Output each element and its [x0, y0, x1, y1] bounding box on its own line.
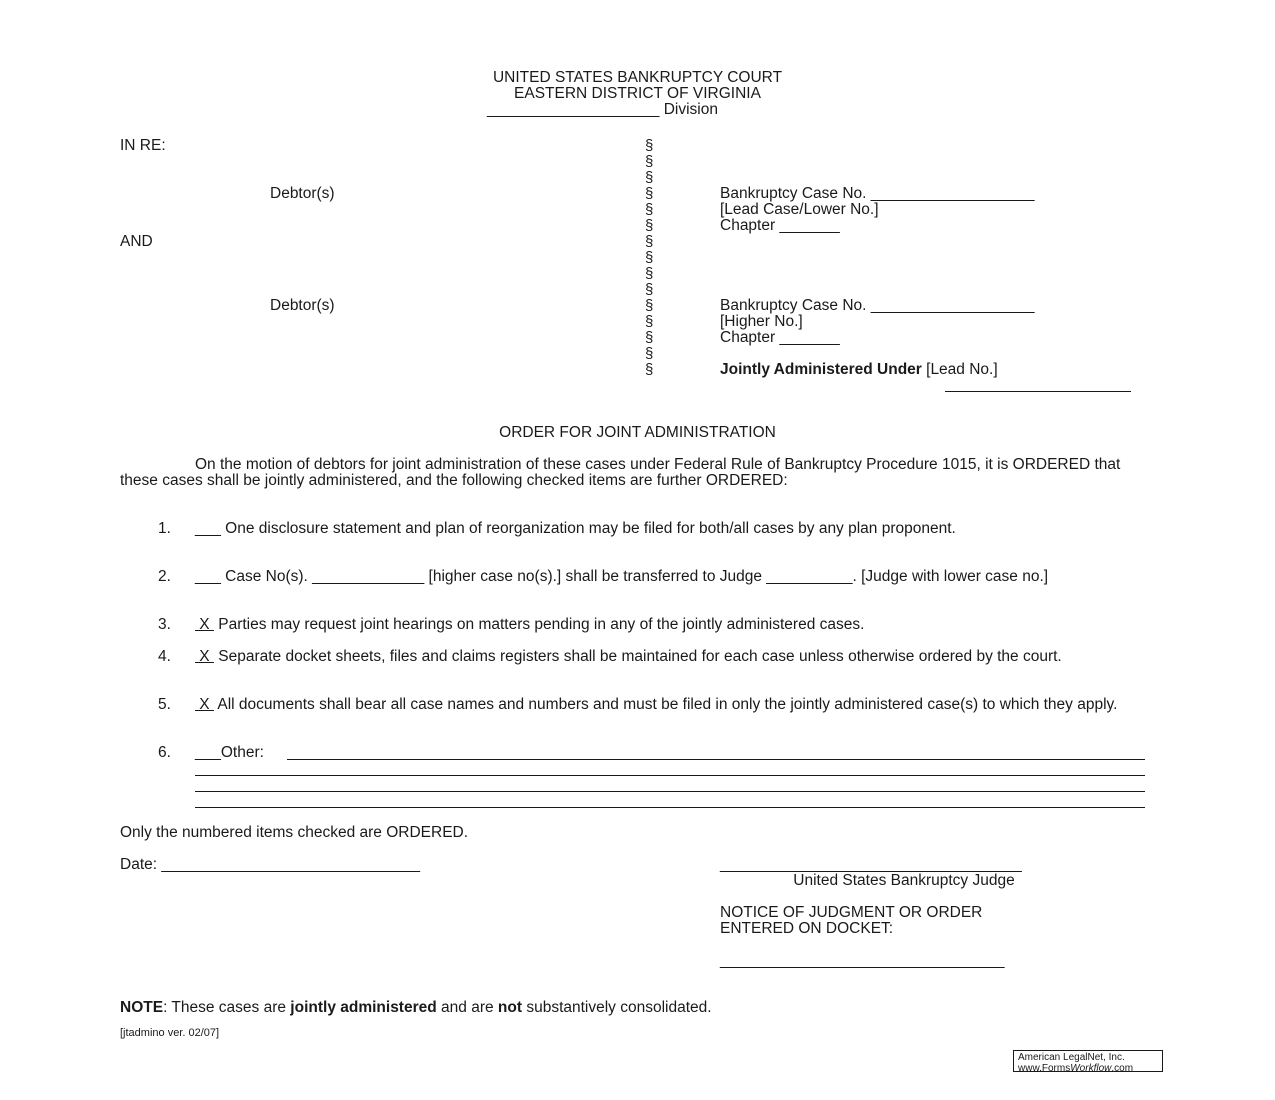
url-part: www.Forms [1018, 1063, 1071, 1074]
item-checkbox-checked: X [195, 696, 214, 713]
item-text [195, 697, 1155, 713]
item-description: Separate docket sheets, files and claims registers shall be maintained for each case unless otherwise ordered by the court. [213, 648, 1062, 665]
case2-chapter-field: Chapter _______ [720, 329, 840, 346]
item-text [195, 649, 1155, 665]
other-blank-line [195, 791, 1145, 792]
item-description: Case No(s). _____________ [higher case no(s).] shall be transferred to Judge __________. [Judge with lower case no.] [220, 568, 1049, 585]
section-symbol: § [645, 329, 654, 346]
section-symbol: § [645, 281, 654, 298]
section-symbol: § [645, 265, 654, 282]
item-description: Parties may request joint hearings on matters pending in any of the jointly administered cases. [213, 616, 865, 633]
item-checkbox-checked: X [195, 616, 214, 633]
case2-note: [Higher No.] [720, 313, 803, 330]
case2-number-field: Bankruptcy Case No. ___________________ [720, 297, 1035, 314]
debtor-label-2: Debtor(s) [270, 297, 335, 314]
lead-no-note: [Lead No.] [921, 361, 998, 378]
jointly-administered-bold: Jointly Administered Under [720, 361, 922, 378]
notice-line-2: ENTERED ON DOCKET: [720, 920, 894, 937]
case1-chapter-field: Chapter _______ [720, 217, 840, 234]
jointly-administered-line [720, 362, 998, 378]
section-symbol: § [645, 201, 654, 218]
publisher-badge [1013, 1050, 1163, 1072]
in-re-label: IN RE: [120, 137, 166, 154]
item-number: 1. [158, 520, 171, 537]
publisher-url [1018, 1063, 1162, 1074]
item-description: One disclosure statement and plan of reorganization may be filed for both/all cases by any plan proponent. [220, 520, 956, 537]
order-title: ORDER FOR JOINT ADMINISTRATION [499, 424, 776, 441]
debtor-label-1: Debtor(s) [270, 185, 335, 202]
order-intro: On the motion of debtors for joint administration of these cases under Federal Rule of Bankruptcy Procedure 1015, it is ORDERED that these cases shall be jointly administered, and the following checked items are further ORDERED: [120, 456, 1121, 489]
item-number: 5. [158, 696, 171, 713]
only-numbered-statement: Only the numbered items checked are ORDERED. [120, 824, 469, 841]
item-text [195, 745, 264, 761]
url-part: .com [1111, 1063, 1134, 1074]
section-symbol: § [645, 185, 654, 202]
section-symbol: § [645, 233, 654, 250]
section-symbol: § [645, 217, 654, 234]
district-name: EASTERN DISTRICT OF VIRGINIA [514, 85, 761, 102]
section-symbol: § [645, 297, 654, 314]
form-version: [jtadmino ver. 02/07] [120, 1027, 220, 1039]
section-symbol: § [645, 345, 654, 362]
docket-entry-blank: _________________________________ [720, 952, 1005, 969]
url-part-italic: Workflow [1070, 1063, 1112, 1074]
section-symbol: § [645, 153, 654, 170]
section-symbol: § [645, 137, 654, 154]
item-checkbox: ___ [195, 568, 221, 585]
item-text [195, 521, 1155, 537]
judge-signature-line: ___________________________________ [720, 856, 1022, 873]
note-statement [120, 1000, 712, 1016]
item-number: 2. [158, 568, 171, 585]
section-symbol-column [645, 138, 659, 378]
date-field: Date: ______________________________ [120, 856, 420, 873]
note-bold-not: not [497, 999, 523, 1016]
other-blank-line [287, 759, 1145, 760]
item-checkbox: ___ [195, 744, 221, 761]
judge-title: United States Bankruptcy Judge [793, 872, 1015, 889]
case1-number-field: Bankruptcy Case No. ___________________ [720, 185, 1035, 202]
item-description: Other: [220, 744, 264, 761]
note-text: : These cases are [163, 999, 291, 1016]
note-bold-jointly: jointly administered [290, 999, 437, 1016]
note-text: and are [436, 999, 498, 1016]
division-line: ____________________ Division [487, 101, 718, 118]
item-text [195, 569, 1155, 585]
item-number: 6. [158, 744, 171, 761]
publisher-name: American LegalNet, Inc. [1018, 1052, 1125, 1063]
item-description: All documents shall bear all case names and numbers and must be filed in only the jointly administered case(s) to which they apply. [213, 696, 1118, 713]
notice-line-1: NOTICE OF JUDGMENT OR ORDER [720, 904, 983, 921]
note-text: substantively consolidated. [522, 999, 712, 1016]
other-blank-line [195, 775, 1145, 776]
item-number: 4. [158, 648, 171, 665]
section-symbol: § [645, 249, 654, 266]
and-label: AND [120, 233, 153, 250]
court-name: UNITED STATES BANKRUPTCY COURT [492, 69, 783, 86]
item-number: 3. [158, 616, 171, 633]
section-symbol: § [645, 169, 654, 186]
lead-no-blank [945, 391, 1131, 392]
section-symbol: § [645, 361, 654, 378]
item-checkbox: ___ [195, 520, 221, 537]
note-label: NOTE [120, 999, 164, 1016]
other-blank-line [195, 807, 1145, 808]
section-symbol: § [645, 313, 654, 330]
item-text [195, 617, 1155, 633]
item-checkbox-checked: X [195, 648, 214, 665]
case1-note: [Lead Case/Lower No.] [720, 201, 879, 218]
